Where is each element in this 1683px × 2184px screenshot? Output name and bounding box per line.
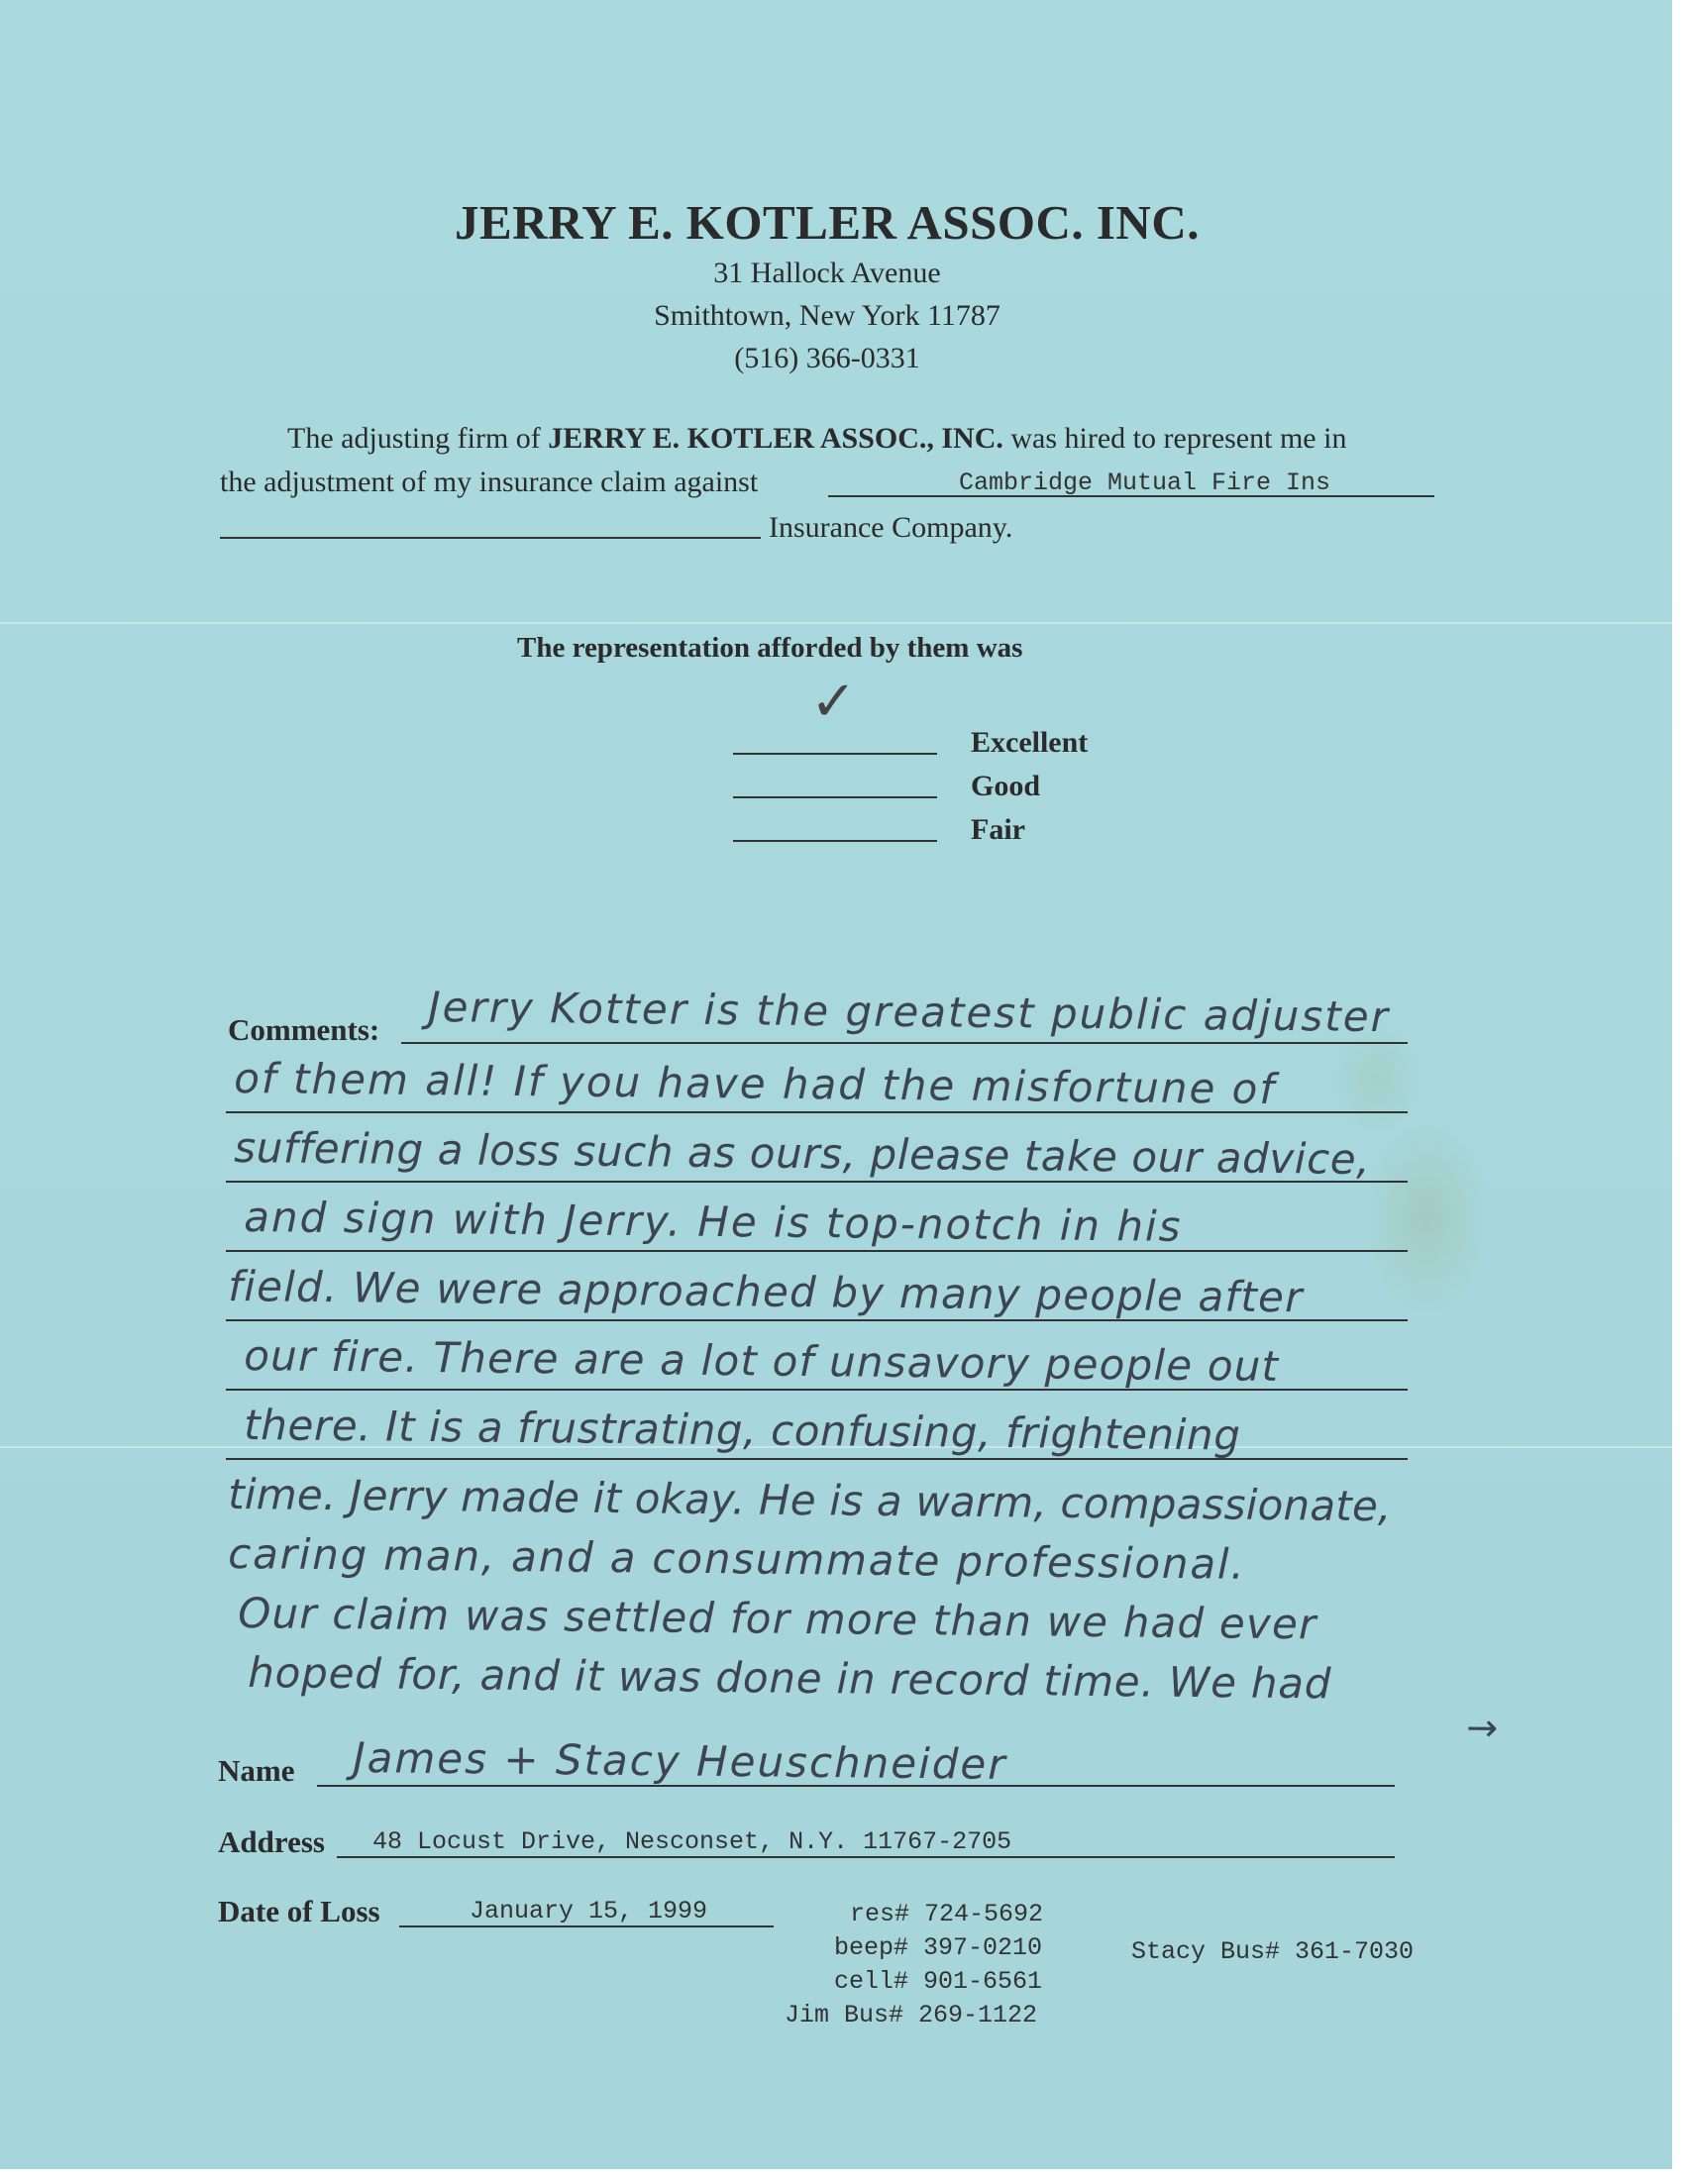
statement-line-2: the adjustment of my insurance claim against <box>220 466 759 498</box>
date-field-line[interactable] <box>399 1925 774 1927</box>
rating-option-good: Good <box>971 770 1041 802</box>
insurer-field-line-2 <box>220 537 761 539</box>
statement-line-3: Insurance Company. <box>769 511 1013 544</box>
comment-line: there. It is a frustrating, confusing, frightening <box>244 1401 1241 1460</box>
insurer-field-value: Cambridge Mutual Fire Ins <box>959 468 1331 497</box>
statement-text: was hired to represent me in <box>1002 422 1347 455</box>
phone-cell: cell# 901-6561 <box>834 1967 1043 1996</box>
comment-line: field. We were approached by many people after <box>228 1262 1304 1322</box>
rating-line-fair[interactable] <box>733 840 937 842</box>
firm-phone: (516) 366-0331 <box>734 342 920 374</box>
comment-line: time. Jerry made it okay. He is a warm, compassionate, <box>228 1470 1392 1531</box>
phone-res: res# 724-5692 <box>850 1900 1044 1928</box>
date-of-loss-label: Date of Loss <box>218 1894 380 1928</box>
statement-line-1 <box>287 422 1346 456</box>
statement-text: The adjusting firm of <box>287 422 549 455</box>
comment-line: Jerry Kotter is the greatest public adjuster <box>428 983 1391 1042</box>
address-field-value: 48 Locust Drive, Nesconset, N.Y. 11767-2705 <box>372 1827 1012 1856</box>
date-field-value: January 15, 1999 <box>470 1897 708 1925</box>
name-field-value: James + Stacy Heuschneider <box>353 1733 1007 1789</box>
comment-rule <box>226 1250 1408 1252</box>
rating-option-excellent: Excellent <box>971 726 1089 759</box>
checkmark-icon: ✓ <box>810 670 857 734</box>
fold-crease <box>0 622 1672 624</box>
phone-jim-bus: Jim Bus# 269-1122 <box>785 2001 1038 2029</box>
phone-stacy-bus: Stacy Bus# 361-7030 <box>1131 1937 1415 1966</box>
comment-line: Our claim was settled for more than we had ever <box>238 1589 1317 1649</box>
name-label: Name <box>218 1753 295 1788</box>
firm-name-heading: JERRY E. KOTLER ASSOC. INC. <box>455 195 1200 250</box>
rating-prompt: The representation afforded by them was <box>517 632 1023 664</box>
phone-beep: beep# 397-0210 <box>834 1933 1043 1962</box>
rating-line-good[interactable] <box>733 796 937 798</box>
comment-line: our fire. There are a lot of unsavory people out <box>244 1331 1280 1391</box>
rating-option-fair: Fair <box>971 813 1025 846</box>
rating-line-excellent[interactable] <box>733 753 937 755</box>
comment-rule <box>401 1042 1408 1044</box>
comment-line: of them all! If you have had the misfortune of <box>234 1054 1277 1114</box>
firm-street: 31 Hallock Avenue <box>713 257 941 289</box>
statement-firm-name: JERRY E. KOTLER ASSOC., INC. <box>548 422 1003 455</box>
address-field-line[interactable] <box>337 1856 1395 1858</box>
continue-arrow-icon: → <box>1466 1706 1501 1750</box>
address-label: Address <box>218 1824 325 1859</box>
comment-line: caring man, and a consummate professional. <box>228 1529 1246 1589</box>
comments-label: Comments: <box>228 1012 380 1047</box>
comment-line: hoped for, and it was done in record time. We had <box>248 1648 1332 1709</box>
firm-city-state-zip: Smithtown, New York 11787 <box>654 299 1000 332</box>
comment-line: and sign with Jerry. He is top-notch in his <box>244 1193 1183 1251</box>
comment-line: suffering a loss such as ours, please take our advice, <box>234 1123 1371 1185</box>
